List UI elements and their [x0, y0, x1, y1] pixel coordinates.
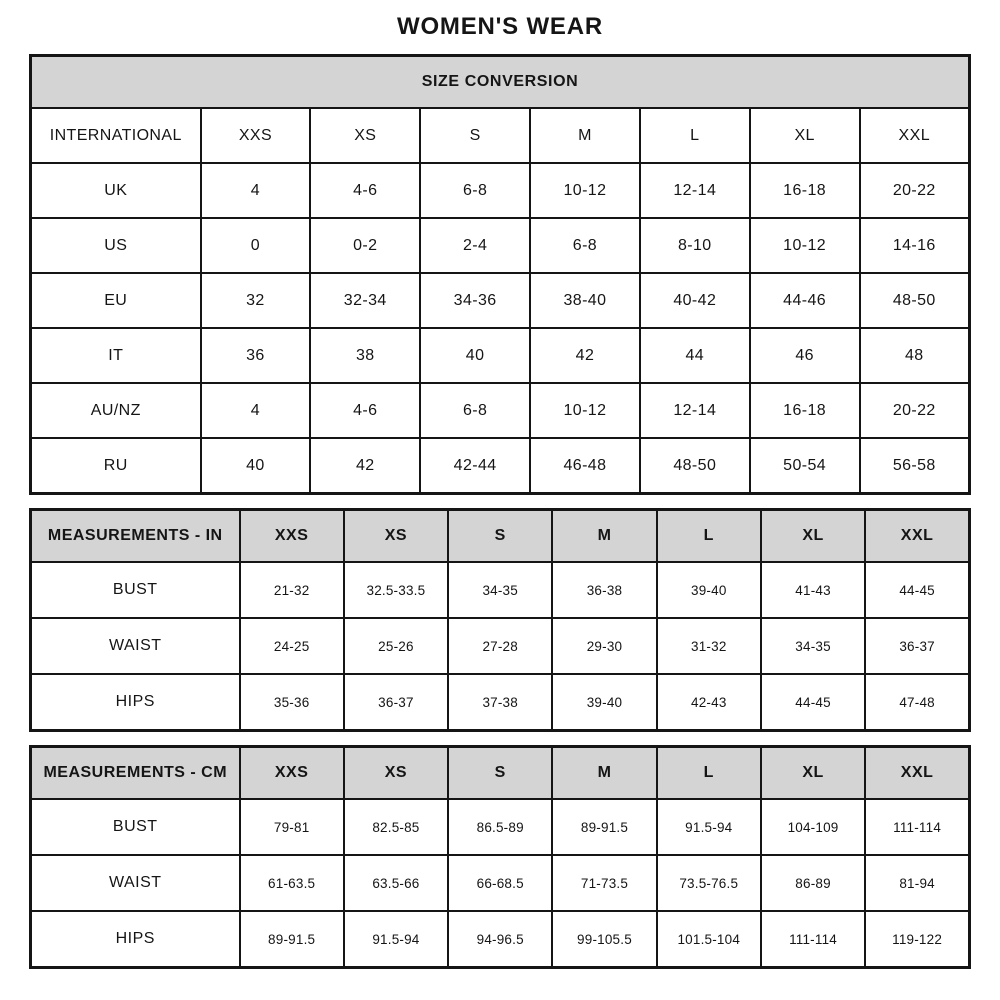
measurement-cell: 119-122: [865, 911, 969, 968]
measurement-cell: 39-40: [657, 562, 761, 618]
measurement-cell: 31-32: [657, 618, 761, 674]
measurements-in-header: MEASUREMENTS - IN: [31, 510, 240, 563]
column-header-xl: XL: [761, 747, 865, 800]
size-row-it: [31, 328, 970, 383]
size-cell: 56-58: [860, 438, 970, 494]
size-cell: 4: [201, 163, 311, 218]
column-header-m: M: [552, 747, 656, 800]
size-cell: 8-10: [640, 218, 750, 273]
size-cell: 42-44: [420, 438, 530, 494]
measurements-in-row-waist: [31, 618, 970, 674]
measurement-cell: 44-45: [865, 562, 969, 618]
measurement-cell: 104-109: [761, 799, 865, 855]
size-cell: 34-36: [420, 273, 530, 328]
measurement-cell: 36-37: [865, 618, 969, 674]
measurement-cell: 94-96.5: [448, 911, 552, 968]
measurement-cell: 66-68.5: [448, 855, 552, 911]
size-cell: 50-54: [750, 438, 860, 494]
measurement-cell: 63.5-66: [344, 855, 448, 911]
size-cell: 20-22: [860, 163, 970, 218]
measurement-cell: 27-28: [448, 618, 552, 674]
measurement-cell: 79-81: [240, 799, 344, 855]
column-header-xxs: XXS: [240, 510, 344, 563]
measurement-cell: 111-114: [761, 911, 865, 968]
measurement-cell: 47-48: [865, 674, 969, 731]
measurement-cell: 25-26: [344, 618, 448, 674]
measurement-cell: 29-30: [552, 618, 656, 674]
column-header-xxl: XXL: [860, 108, 970, 163]
row-label-au-nz: AU/NZ: [31, 383, 201, 438]
measurement-cell: 86-89: [761, 855, 865, 911]
measurement-cell: 35-36: [240, 674, 344, 731]
size-cell: 48-50: [640, 438, 750, 494]
column-header-xxs: XXS: [201, 108, 311, 163]
measurements-cm-header-row: [31, 747, 970, 800]
size-row-us: [31, 218, 970, 273]
measurements-in-header-row: [31, 510, 970, 563]
measurement-cell: 34-35: [448, 562, 552, 618]
size-cell: 40-42: [640, 273, 750, 328]
measurement-cell: 86.5-89: [448, 799, 552, 855]
size-cell: 44: [640, 328, 750, 383]
column-header-xxs: XXS: [240, 747, 344, 800]
measurement-cell: 24-25: [240, 618, 344, 674]
measurement-cell: 21-32: [240, 562, 344, 618]
size-cell: 2-4: [420, 218, 530, 273]
measurement-cell: 36-37: [344, 674, 448, 731]
column-header-m: M: [530, 108, 640, 163]
size-cell: 44-46: [750, 273, 860, 328]
column-header-l: L: [657, 747, 761, 800]
measurements-cm-table: [29, 745, 971, 969]
measurement-cell: 89-91.5: [240, 911, 344, 968]
measurement-cell: 42-43: [657, 674, 761, 731]
measurement-cell: 99-105.5: [552, 911, 656, 968]
row-label-bust: BUST: [31, 799, 240, 855]
size-cell: 48-50: [860, 273, 970, 328]
size-cell: 16-18: [750, 383, 860, 438]
column-header-xl: XL: [750, 108, 860, 163]
column-header-l: L: [640, 108, 750, 163]
size-cell: 4-6: [310, 383, 420, 438]
size-cell: 6-8: [420, 163, 530, 218]
column-header-xxl: XXL: [865, 747, 969, 800]
size-cell: 38-40: [530, 273, 640, 328]
size-row-au-nz: [31, 383, 970, 438]
size-cell: 36: [201, 328, 311, 383]
size-cell: 40: [201, 438, 311, 494]
column-header-s: S: [420, 108, 530, 163]
measurement-cell: 89-91.5: [552, 799, 656, 855]
measurement-cell: 91.5-94: [657, 799, 761, 855]
measurement-cell: 37-38: [448, 674, 552, 731]
row-label-bust: BUST: [31, 562, 240, 618]
size-cell: 12-14: [640, 383, 750, 438]
measurements-cm-header: MEASUREMENTS - CM: [31, 747, 240, 800]
measurement-cell: 39-40: [552, 674, 656, 731]
size-cell: 40: [420, 328, 530, 383]
row-label-ru: RU: [31, 438, 201, 494]
size-cell: 42: [530, 328, 640, 383]
column-header-m: M: [552, 510, 656, 563]
column-header-international: INTERNATIONAL: [31, 108, 201, 163]
column-header-xs: XS: [344, 510, 448, 563]
measurement-cell: 101.5-104: [657, 911, 761, 968]
size-cell: 4: [201, 383, 311, 438]
measurement-cell: 82.5-85: [344, 799, 448, 855]
column-header-xxl: XXL: [865, 510, 969, 563]
size-cell: 0-2: [310, 218, 420, 273]
row-label-it: IT: [31, 328, 201, 383]
size-cell: 46-48: [530, 438, 640, 494]
column-header-xs: XS: [344, 747, 448, 800]
measurement-cell: 36-38: [552, 562, 656, 618]
size-cell: 6-8: [420, 383, 530, 438]
column-header-xs: XS: [310, 108, 420, 163]
row-label-uk: UK: [31, 163, 201, 218]
size-cell: 20-22: [860, 383, 970, 438]
size-chart-page: [29, 0, 971, 969]
measurements-cm-row-hips: [31, 911, 970, 968]
measurement-cell: 71-73.5: [552, 855, 656, 911]
column-header-s: S: [448, 510, 552, 563]
measurement-cell: 73.5-76.5: [657, 855, 761, 911]
measurement-cell: 32.5-33.5: [344, 562, 448, 618]
size-cell: 0: [201, 218, 311, 273]
measurements-in-row-bust: [31, 562, 970, 618]
size-conversion-table: [29, 54, 971, 495]
size-cell: 32: [201, 273, 311, 328]
size-cell: 16-18: [750, 163, 860, 218]
size-cell: 32-34: [310, 273, 420, 328]
column-header-xl: XL: [761, 510, 865, 563]
size-cell: 10-12: [530, 163, 640, 218]
size-conversion-banner-row: [31, 56, 970, 109]
size-columns-header-row: [31, 108, 970, 163]
measurement-cell: 111-114: [865, 799, 969, 855]
size-row-uk: [31, 163, 970, 218]
size-cell: 14-16: [860, 218, 970, 273]
measurements-cm-row-waist: [31, 855, 970, 911]
size-cell: 6-8: [530, 218, 640, 273]
page-title: WOMEN'S WEAR: [397, 13, 603, 40]
measurement-cell: 41-43: [761, 562, 865, 618]
size-cell: 12-14: [640, 163, 750, 218]
row-label-waist: WAIST: [31, 618, 240, 674]
column-header-l: L: [657, 510, 761, 563]
size-conversion-banner: SIZE CONVERSION: [31, 56, 970, 109]
size-row-eu: [31, 273, 970, 328]
column-header-s: S: [448, 747, 552, 800]
size-cell: 10-12: [750, 218, 860, 273]
size-cell: 4-6: [310, 163, 420, 218]
size-cell: 10-12: [530, 383, 640, 438]
row-label-hips: HIPS: [31, 911, 240, 968]
row-label-us: US: [31, 218, 201, 273]
measurement-cell: 91.5-94: [344, 911, 448, 968]
measurement-cell: 34-35: [761, 618, 865, 674]
size-row-ru: [31, 438, 970, 494]
measurement-cell: 61-63.5: [240, 855, 344, 911]
measurement-cell: 81-94: [865, 855, 969, 911]
measurement-cell: 44-45: [761, 674, 865, 731]
row-label-hips: HIPS: [31, 674, 240, 731]
row-label-eu: EU: [31, 273, 201, 328]
size-cell: 42: [310, 438, 420, 494]
size-cell: 46: [750, 328, 860, 383]
measurements-in-row-hips: [31, 674, 970, 731]
row-label-waist: WAIST: [31, 855, 240, 911]
size-cell: 48: [860, 328, 970, 383]
measurements-cm-row-bust: [31, 799, 970, 855]
size-cell: 38: [310, 328, 420, 383]
measurements-in-table: [29, 508, 971, 732]
